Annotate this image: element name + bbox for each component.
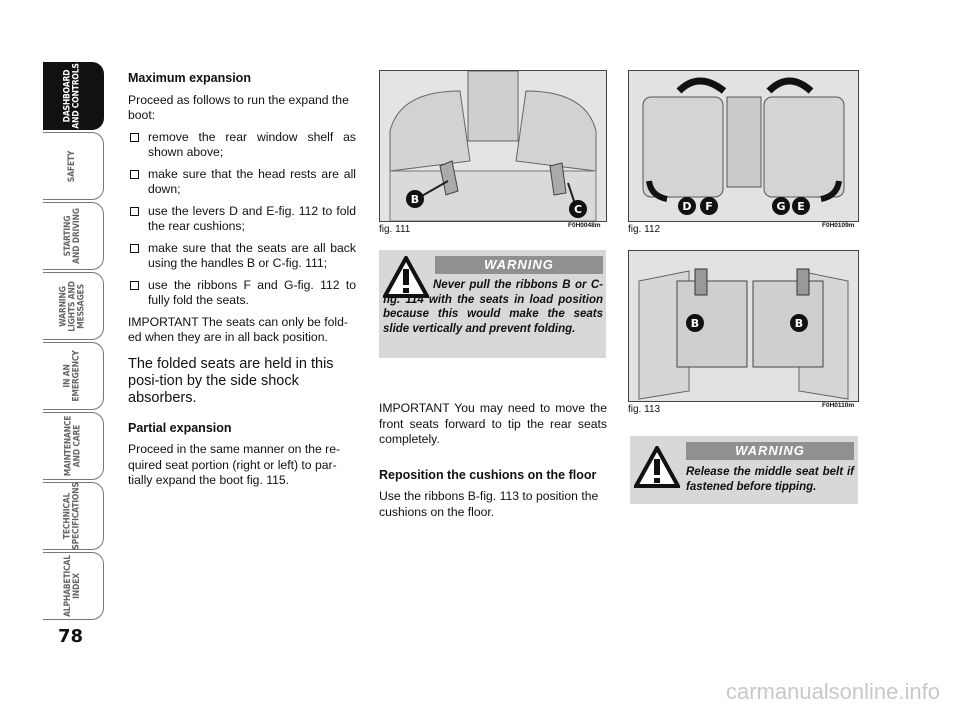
- tab-label: TECHNICAL SPECIFICATIONS: [63, 482, 82, 550]
- column-2: [379, 401, 607, 526]
- list-item: remove the rear window shelf as shown above;: [128, 130, 356, 161]
- list-item: make sure that the seats are all back using the handles B or C-fig. 111;: [128, 241, 356, 272]
- tab-label: STARTING AND DRIVING: [63, 208, 82, 264]
- cushion-illustration: [629, 251, 858, 401]
- heading-partial-expansion: Partial expansion: [128, 420, 232, 435]
- tab-label: DASHBOARD AND CONTROLS: [63, 63, 82, 129]
- tab-label: ALPHABETICAL INDEX: [63, 555, 83, 617]
- steps-list: [128, 130, 356, 309]
- fig-113-code: F0H0110m: [822, 402, 855, 409]
- tab-safety[interactable]: [43, 132, 104, 200]
- fig-111-caption: fig. 111: [379, 224, 411, 235]
- tab-in-an-emergency[interactable]: [43, 342, 104, 410]
- warning-title: WARNING: [435, 256, 603, 274]
- heading-maximum-expansion: Maximum expansion: [128, 71, 251, 85]
- fig-112-caption: fig. 112: [628, 224, 661, 235]
- reposition-text: Use the ribbons B-fig. 113 to position the cushions on the floor.: [379, 489, 599, 519]
- label-c: C: [573, 203, 583, 216]
- tab-technical-specifications[interactable]: [43, 482, 104, 550]
- label-b: B: [410, 193, 420, 206]
- warning-triangle-icon: [634, 446, 680, 488]
- warning-text: Never pull the ribbons B or C-fig. 114 with the seats in load position because this would make the seats slide vertically and prevent folding.: [383, 279, 603, 335]
- figure-112: [628, 70, 859, 222]
- tab-label: IN AN EMERGENCY: [62, 350, 82, 402]
- warning-title: WARNING: [686, 442, 854, 460]
- label-b-left: B: [690, 317, 700, 330]
- heading-reposition: Reposition the cushions on the floor: [379, 467, 597, 482]
- tab-warning-lights[interactable]: [43, 272, 104, 340]
- warning-text: Release the middle seat belt if fastened before tipping.: [686, 466, 854, 493]
- important-note: IMPORTANT The seats can only be fold-ed when they are in all back position.: [128, 314, 348, 344]
- list-item: make sure that the head rests are all down;: [128, 167, 356, 198]
- tab-label: MAINTENANCE AND CARE: [63, 415, 83, 477]
- tab-label: WARNING LIGHTS AND MESSAGES: [58, 280, 87, 332]
- fig-112-code: F0H0109m: [822, 222, 855, 229]
- warning-box-1: [379, 250, 606, 358]
- page-number: 78: [58, 626, 84, 647]
- list-item: use the ribbons F and G-fig. 112 to fully fold the seats.: [128, 278, 356, 309]
- tab-starting-and-driving[interactable]: [43, 202, 104, 270]
- tab-dashboard-and-controls[interactable]: [43, 62, 104, 130]
- label-f: F: [705, 200, 713, 213]
- label-e: E: [797, 200, 805, 213]
- tab-alphabetical-index[interactable]: [43, 552, 104, 620]
- tab-label: SAFETY: [67, 150, 78, 182]
- seat-folding-illustration: [629, 71, 858, 221]
- tab-maintenance-and-care[interactable]: [43, 412, 104, 480]
- intro-text: Proceed as follows to run the expand the boot:: [128, 92, 349, 122]
- column-1: [128, 71, 356, 495]
- fig-113-caption: fig. 113: [628, 404, 661, 415]
- held-note: The folded seats are held in this posi-tion by the side shock absorbers.: [128, 355, 334, 406]
- fig-111-code: F0H0048m: [568, 222, 601, 229]
- figure-111: [379, 70, 607, 222]
- partial-text: Proceed in the same manner on the re-quired seat portion (right or left) to par-tially expand the boot fig. 115.: [128, 442, 341, 487]
- seat-illustration: [380, 71, 606, 221]
- list-item: use the levers D and E-fig. 112 to fold the rear cushions;: [128, 204, 356, 235]
- warning-box-2: [630, 436, 858, 504]
- label-b-right: B: [794, 317, 804, 330]
- watermark: carmanualsonline.info: [725, 679, 940, 704]
- figure-113: [628, 250, 859, 402]
- label-d: D: [682, 200, 692, 213]
- label-g: G: [776, 200, 786, 213]
- important-note-2: IMPORTANT You may need to move the front seats forward to tip the rear seats completely.: [379, 401, 607, 446]
